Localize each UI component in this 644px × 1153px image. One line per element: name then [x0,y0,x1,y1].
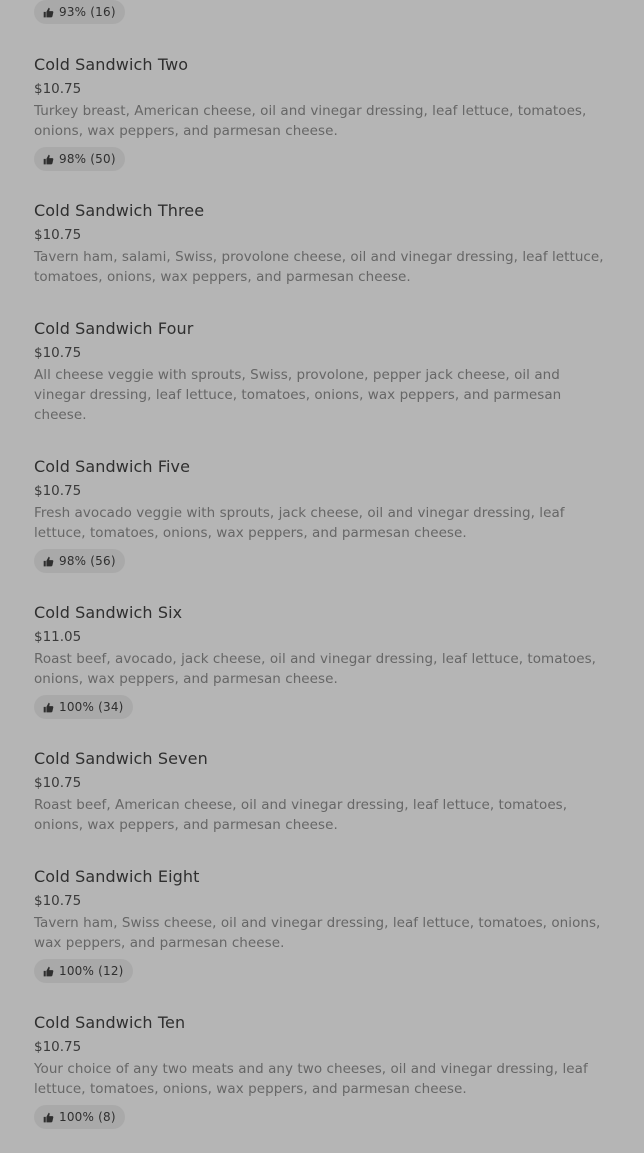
item-price: $10.75 [34,345,82,361]
item-name: Cold Sandwich Three [34,201,205,220]
rating-text: 98% (56) [59,554,116,568]
thumbs-up-icon [43,154,54,165]
menu-item[interactable] [34,865,614,1011]
item-price: $10.75 [34,483,82,499]
menu-item[interactable] [34,317,614,455]
menu-item[interactable] [34,53,614,199]
rating-text: 93% (16) [59,5,116,19]
item-name: Cold Sandwich Six [34,603,183,622]
item-price: $10.75 [34,81,82,97]
menu-item[interactable] [34,199,614,317]
item-price: $10.75 [34,893,82,909]
thumbs-up-icon [43,702,54,713]
item-name: Cold Sandwich Four [34,319,194,338]
item-description: Tavern ham, Swiss cheese, oil and vinegar dressing, leaf lettuce, tomatoes, onions, wax peppers, and parmesan cheese. [34,915,601,951]
item-name: Cold Sandwich Eight [34,867,200,886]
item-price: $11.05 [34,629,82,645]
rating-badge [34,549,125,573]
menu-item[interactable] [34,747,614,865]
thumbs-up-icon [43,556,54,567]
rating-text: 100% (8) [59,1110,116,1124]
menu-item[interactable] [34,601,614,747]
menu-item[interactable] [34,455,614,601]
rating-badge [34,695,133,719]
item-description: Fresh avocado veggie with sprouts, jack cheese, oil and vinegar dressing, leaf lettuce, tomatoes, onions, wax peppers, and parmesan cheese. [34,505,565,541]
item-description: Roast beef, avocado, jack cheese, oil and vinegar dressing, leaf lettuce, tomatoes, onions, wax peppers, and parmesan cheese. [34,651,597,687]
item-price: $10.75 [34,775,82,791]
rating-badge [34,0,125,24]
rating-badge [34,959,133,983]
item-price: $10.75 [34,227,82,243]
item-name: Cold Sandwich Two [34,55,189,74]
rating-text: 100% (12) [59,964,124,978]
item-name: Cold Sandwich Ten [34,1013,186,1032]
rating-text: 98% (50) [59,152,116,166]
menu-item[interactable] [34,1011,614,1153]
item-name: Cold Sandwich Seven [34,749,208,768]
rating-text: 100% (34) [59,700,124,714]
item-description: Your choice of any two meats and any two cheeses, oil and vinegar dressing, leaf lettuce, tomatoes, onions, wax peppers, and parmesan cheese. [34,1061,588,1097]
previous-item-rating [34,0,125,24]
item-description: Turkey breast, American cheese, oil and vinegar dressing, leaf lettuce, tomatoes, onions, wax peppers, and parmesan cheese. [34,103,587,139]
rating-badge [34,147,125,171]
item-description: All cheese veggie with sprouts, Swiss, provolone, pepper jack cheese, oil and vinegar dressing, leaf lettuce, tomatoes, onions, wax peppers, and parmesan cheese. [34,367,562,423]
thumbs-up-icon [43,7,54,18]
item-name: Cold Sandwich Five [34,457,191,476]
menu-item-list [34,53,614,1153]
item-description: Roast beef, American cheese, oil and vinegar dressing, leaf lettuce, tomatoes, onions, wax peppers, and parmesan cheese. [34,797,568,833]
thumbs-up-icon [43,966,54,977]
item-price: $10.75 [34,1039,82,1055]
rating-badge [34,1105,125,1129]
thumbs-up-icon [43,1112,54,1123]
item-description: Tavern ham, salami, Swiss, provolone cheese, oil and vinegar dressing, leaf lettuce, tomatoes, onions, wax peppers, and parmesan cheese. [34,249,604,285]
